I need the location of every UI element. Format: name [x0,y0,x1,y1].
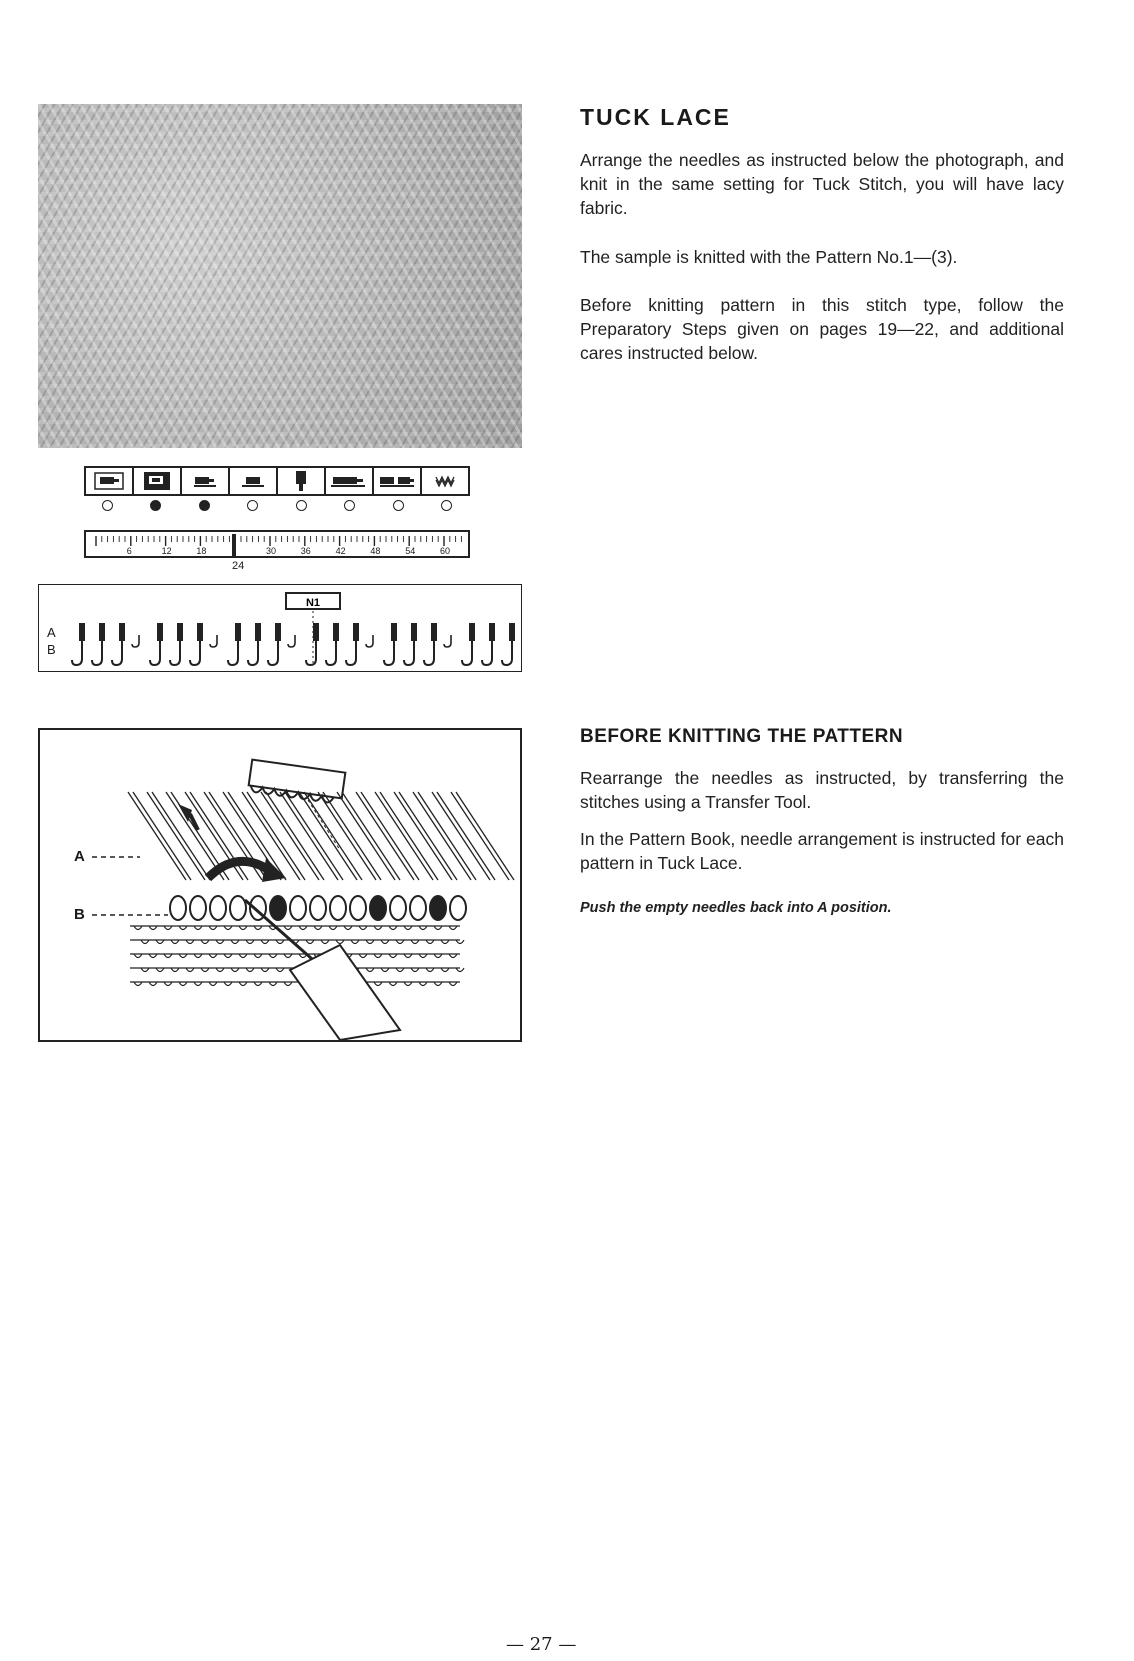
tuck-lace-paragraph-1: Arrange the needles as instructed below the photograph, and knit in the same setting for Tuck Stitch, you will have lacy fabric. [580,150,1064,218]
tuck-button-icon [142,471,172,491]
cam-lever-icon [192,474,218,488]
needle-row [39,585,519,669]
tool-handle [290,945,400,1040]
illus-label-a: A [74,848,85,865]
setting-indicator-7 [393,500,404,511]
needle [72,623,85,665]
setting-indicator-1 [102,500,113,511]
ruler-label: 48 [370,546,381,556]
needle-arrangement-diagram [38,584,522,672]
before-knitting-paragraph-2: In the Pattern Book, needle arrangement is instructed for each pattern in Tuck Lace. [580,829,1064,873]
needle [150,623,163,665]
needle [404,623,417,665]
needle-marker-label: N1 [305,597,321,609]
needle [268,623,281,665]
ruler-label: 18 [196,546,207,556]
ruler-label: 60 [440,546,451,556]
needle [248,623,261,665]
ruler-label: 36 [300,546,311,556]
stitch-pattern-icon [434,474,456,488]
setting-indicator-4 [247,500,258,511]
cam-lever-icon [240,474,266,488]
setting-indicator-3 [199,500,210,511]
ruler-label: 30 [266,546,277,556]
ruler-extra-label: 24 [232,560,245,572]
needle-row-label-b: B [47,642,56,657]
needle [462,623,475,665]
ruler-label: 12 [161,546,172,556]
before-knitting-note: Push the empty needles back into A position. [580,900,892,916]
setting-cell-1 [86,468,134,494]
setting-indicator-6 [344,500,355,511]
section-title-tuck-lace: TUCK LACE [580,104,731,130]
needle [424,623,437,665]
needle [190,623,203,665]
empty-needle [366,635,373,647]
setting-cell-6 [326,468,374,494]
setting-indicator-2 [150,500,161,511]
page-number: — 27 — [506,1634,577,1655]
needle [502,623,515,665]
lever-up-icon [291,470,311,492]
setting-cell-8 [422,468,468,494]
knit-sample-photo [38,104,522,448]
setting-cell-2 [134,468,182,494]
needle [112,623,125,665]
empty-needle [210,635,217,647]
section-title-before-knitting: BEFORE KNITTING THE PATTERN [580,726,904,747]
illus-label-b: B [74,906,85,923]
setting-cell-4 [230,468,278,494]
empty-needle [132,635,139,647]
knitting-drawing [40,730,520,1040]
empty-needle [288,635,295,647]
needle [482,623,495,665]
setting-cell-3 [182,468,230,494]
tuck-lace-paragraph-3: Before knitting pattern in this stitch type, follow the Preparatory Steps given on pages 19—22, and additional cares instructed below. [580,295,1064,363]
needle-row-label-a: A [47,625,56,640]
setting-cell-5 [278,468,326,494]
needle [92,623,105,665]
side-lever-icon [329,474,369,488]
ruler-label: 42 [335,546,346,556]
needle [326,623,339,665]
carriage-setting-panel [84,466,470,496]
ruler-label: 6 [126,546,132,556]
needle [170,623,183,665]
tuck-lace-paragraph-2: The sample is knitted with the Pattern No.1—(3). [580,247,958,267]
ruler-label: 54 [405,546,416,556]
before-knitting-paragraph-1: Rearrange the needles as instructed, by transferring the stitches using a Transfer Tool. [580,768,1064,812]
needle [384,623,397,665]
needle-ruler [84,530,470,558]
transfer-illustration [38,728,522,1042]
needle [306,623,319,665]
needle [228,623,241,665]
empty-needle [444,635,451,647]
setting-indicator-row [84,496,470,516]
button-symbol-icon [94,472,124,490]
setting-indicator-8 [441,500,452,511]
setting-cell-7 [374,468,422,494]
setting-indicator-5 [296,500,307,511]
double-lever-icon [378,474,416,488]
needle [346,623,359,665]
